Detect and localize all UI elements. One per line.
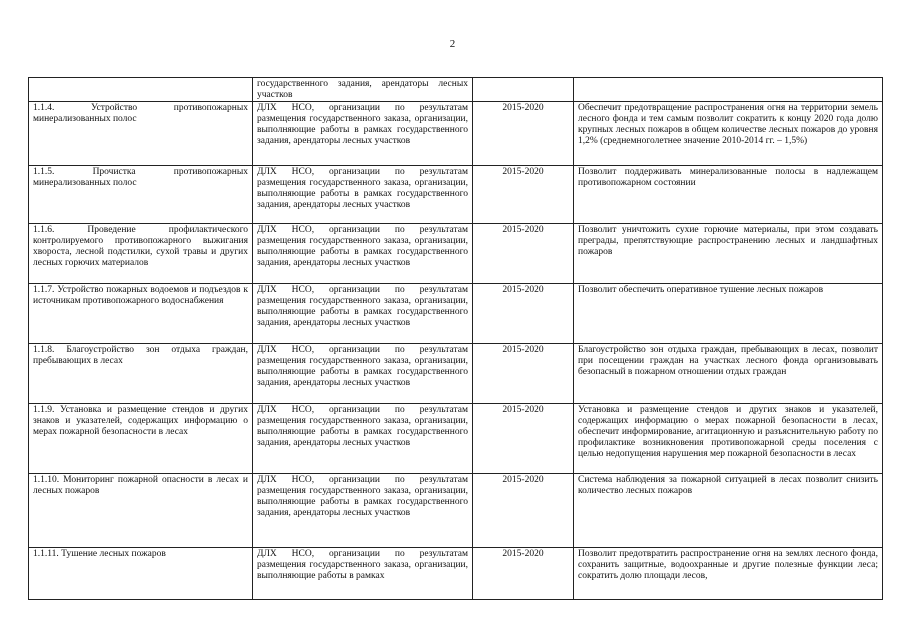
performers-cell: ДЛХ НСО, организации по результатам размещения государственного заказа, организации, выполняющие работы в рамках государственного задания, арендаторы лесных участков [253,166,473,224]
result-cell: Система наблюдения за пожарной ситуацией в лесах позволит снизить количество лесных пожаров [574,474,883,548]
period-cell: 2015-2020 [473,284,574,344]
result-cell: Позволит предотвратить распространение огня на землях лесного фонда, сохранить защитные, водоохранные и другие полезные функции леса; сократить долю площади лесов, [574,548,883,600]
activity-cell: 1.1.6. Проведение профилактического контролируемого противопожарного выжигания хвороста, лесной подстилки, сухой травы и других лесных горючих материалов [29,224,253,284]
activity-cell: 1.1.9. Установка и размещение стендов и других знаков и указателей, содержащих информацию о мерах пожарной безопасности в лесах [29,404,253,474]
period-cell: 2015-2020 [473,102,574,166]
result-cell: Установка и размещение стендов и других знаков и указателей, содержащих информацию о мерах пожарной безопасности в лесах, обеспечит информирование, агитационную и разъяснительную работу по профилактике возникновения противопожарной среды поселения с целью недопущения нарушения мер пожарной безопасности в лесах [574,404,883,474]
table-row [29,344,883,404]
table-row [29,548,883,600]
period-cell: 2015-2020 [473,224,574,284]
period-cell [473,78,574,102]
table-row [29,404,883,474]
table-row [29,224,883,284]
activity-cell [29,78,253,102]
performers-cell: государственного задания, арендаторы лесных участков [253,78,473,102]
program-activities-table [28,77,883,600]
result-cell: Позволит уничтожить сухие горючие материалы, при этом создавать преграды, препятствующие распространению лесных и ландшафтных пожаров [574,224,883,284]
performers-cell: ДЛХ НСО, организации по результатам размещения государственного заказа, организации, выполняющие работы в рамках государственного задания, арендаторы лесных участков [253,344,473,404]
performers-cell: ДЛХ НСО, организации по результатам размещения государственного заказа, организации, выполняющие работы в рамках государственного задания, арендаторы лесных участков [253,224,473,284]
period-cell: 2015-2020 [473,548,574,600]
page-number: 2 [449,38,456,50]
activity-cell: 1.1.11. Тушение лесных пожаров [29,548,253,600]
period-cell: 2015-2020 [473,344,574,404]
result-cell: Благоустройство зон отдыха граждан, пребывающих в лесах, позволит при посещении граждан на участках лесного фонда организовывать безопасный в пожарном отношении отдых граждан [574,344,883,404]
performers-cell: ДЛХ НСО, организации по результатам размещения государственного заказа, организации, выполняющие работы в рамках государственного задания, арендаторы лесных участков [253,404,473,474]
performers-cell: ДЛХ НСО, организации по результатам размещения государственного заказа, организации, выполняющие работы в рамках государственного задания, арендаторы лесных участков [253,474,473,548]
table-row [29,102,883,166]
performers-cell: ДЛХ НСО, организации по результатам размещения государственного заказа, организации, выполняющие работы в рамках [253,548,473,600]
result-cell: Обеспечит предотвращение распространения огня на территории земель лесного фонда и тем самым позволит сократить к концу 2020 года долю крупных лесных пожаров в общем количестве лесных пожаров до уровня 1,2% (среднемноголетнее значение 2010-2014 гг. – 1,5%) [574,102,883,166]
table-row [29,474,883,548]
period-cell: 2015-2020 [473,474,574,548]
result-cell: Позволит поддерживать минерализованные полосы в надлежащем противопожарном состоянии [574,166,883,224]
period-cell: 2015-2020 [473,404,574,474]
performers-cell: ДЛХ НСО, организации по результатам размещения государственного заказа, организации, выполняющие работы в рамках государственного задания, арендаторы лесных участков [253,284,473,344]
activity-cell: 1.1.7. Устройство пожарных водоемов и подъездов к источникам противопожарного водоснабжения [29,284,253,344]
table-row-continuation [29,78,883,102]
performers-cell: ДЛХ НСО, организации по результатам размещения государственного заказа, организации, выполняющие работы в рамках государственного задания, арендаторы лесных участков [253,102,473,166]
result-cell: Позволит обеспечить оперативное тушение лесных пожаров [574,284,883,344]
result-cell [574,78,883,102]
period-cell: 2015-2020 [473,166,574,224]
activity-cell: 1.1.10. Мониторинг пожарной опасности в лесах и лесных пожаров [29,474,253,548]
table-row [29,166,883,224]
activity-cell: 1.1.5. Прочистка противопожарных минерализованных полос [29,166,253,224]
activity-cell: 1.1.4. Устройство противопожарных минерализованных полос [29,102,253,166]
activity-cell: 1.1.8. Благоустройство зон отдыха граждан, пребывающих в лесах [29,344,253,404]
table-row [29,284,883,344]
